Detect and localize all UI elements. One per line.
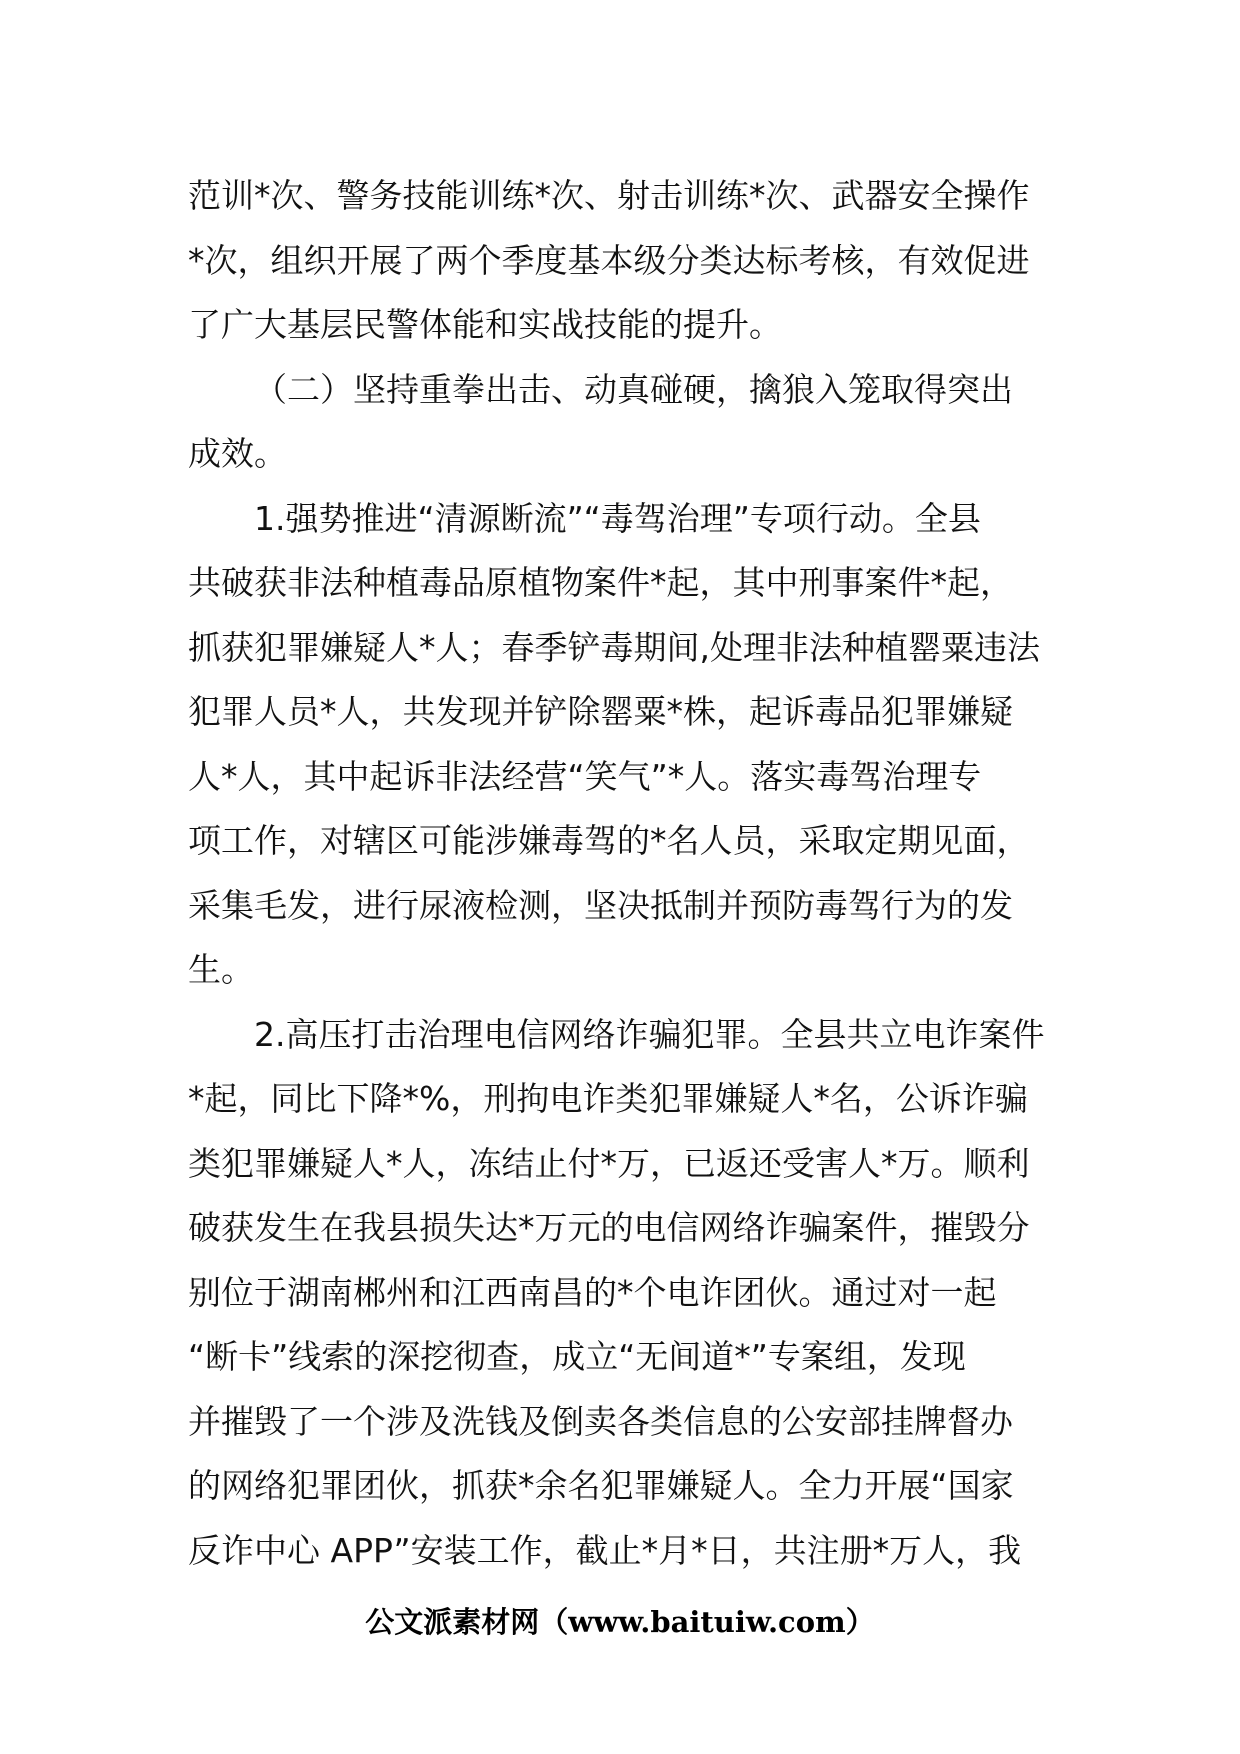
text-line: 了广大基层民警体能和实战技能的提升。 <box>188 305 782 344</box>
text-line: 别位于湖南郴州和江西南昌的*个电诈团伙。通过对一起 <box>188 1272 997 1312</box>
text-line: 类犯罪嫌疑人*人，冻结止付*万，已返还受害人*万。顺利 <box>188 1143 1030 1183</box>
text-line: 共破获非法种植毒品原植物案件*起，其中刑事案件*起， <box>188 563 1013 602</box>
text-line: 人*人，其中起诉非法经营“笑气”*人。落实毒驾治理专 <box>188 756 982 796</box>
text-line: 抓获犯罪嫌疑人*人；春季铲毒期间,处理非法种植罂粟违法 <box>188 627 1040 667</box>
section-heading-line: 成效。 <box>188 434 287 473</box>
text-line: 项工作，对辖区可能涉嫌毒驾的*名人员，采取定期见面， <box>188 821 1030 860</box>
text-line: 生。 <box>188 950 254 989</box>
text-line: *起，同比下降*%，刑拘电诈类犯罪嫌疑人*名，公诉诈骗 <box>188 1079 1028 1118</box>
text-line: “断卡”线索的深挖彻查，成立“无间道*”专案组，发现 <box>188 1337 966 1376</box>
page-footer: 公文派素材网（www.baituiw.com） <box>365 1605 875 1639</box>
text-line: 并摧毁了一个涉及洗钱及倒卖各类信息的公安部挂牌督办 <box>188 1401 1013 1441</box>
text-line: 反诈中心 APP”安装工作，截止*月*日，共注册*万人，我 <box>188 1530 1022 1570</box>
section-heading-line: （二）坚持重拳出击、动真碰硬，擒狼入笼取得突出 <box>254 369 1013 409</box>
text-line: 1.强势推进“清源断流”“毒驾治理”专项行动。全县 <box>254 498 981 538</box>
text-line: 犯罪人员*人，共发现并铲除罂粟*株，起诉毒品犯罪嫌疑 <box>188 692 1013 731</box>
text-line: *次，组织开展了两个季度基本级分类达标考核，有效促进 <box>188 240 1030 280</box>
text-line: 的网络犯罪团伙，抓获*余名犯罪嫌疑人。全力开展“国家 <box>188 1466 1014 1505</box>
text-line: 2.高压打击治理电信网络诈骗犯罪。全县共立电诈案件 <box>254 1014 1045 1054</box>
text-line: 范训*次、警务技能训练*次、射击训练*次、武器安全操作 <box>188 176 1030 215</box>
body-text <box>188 164 1068 1583</box>
text-line: 采集毛发，进行尿液检测，坚决抵制并预防毒驾行为的发 <box>188 885 1013 925</box>
text-line: 破获发生在我县损失达*万元的电信网络诈骗案件，摧毁分 <box>188 1208 1030 1247</box>
